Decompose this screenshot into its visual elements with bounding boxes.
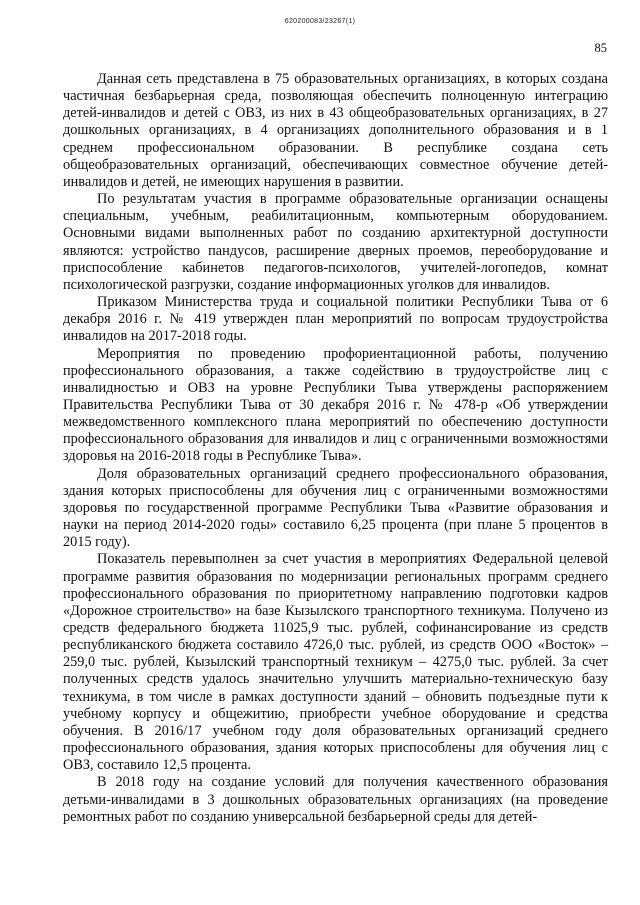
document-body xyxy=(63,71,608,826)
paragraph: Данная сеть представлена в 75 образовательных организациях, в которых создана частичная безбарьерная среда, позволяющая обеспечить полноценную интеграцию детей-инвалидов и детей с ОВЗ, из них в 43 общеобразовательных организациях, в 27 дошкольных организациях, в 4 организациях дополнительного образования и в 1 среднем профессиональном образовании. В республике создана сеть общеобразовательных организаций, обеспечивающих совместное обучение детей-инвалидов и детей, не имеющих нарушения в развитии. xyxy=(63,71,608,190)
paragraph: Показатель перевыполнен за счет участия в мероприятиях Федеральной целевой программе развития образования по модернизации региональных программ среднего профессионального образования по приоритетному направлению подготовки кадров «Дорожное строительство» на базе Кызылского транспортного техникума. Получено из средств федерального бюджета 11025,9 тыс. рублей, софинансирование из средств республиканского бюджета составило 4726,0 тыс. рублей, из средств ООО «Восток» – 259,0 тыс. рублей, Кызылский транспортный техникум – 4275,0 тыс. рублей. За счет полученных средств удалось значительно улучшить материально-техническую базу техникума, в том числе в рамках доступности зданий – обновить подъездные пути к учебному корпусу и общежитию, приобрести учебное оборудование и средства обучения. В 2016/17 учебном году доля образовательных организаций среднего профессионального образования, здания которых приспособлены для обучения лиц с ОВЗ, составило 12,5 процента. xyxy=(63,551,608,774)
paragraph: Приказом Министерства труда и социальной политики Республики Тыва от 6 декабря 2016 г. № 419 утвержден план мероприятий по вопросам трудоустройства инвалидов на 2017-2018 годы. xyxy=(63,294,608,345)
document-id: 620200083/23267(1) xyxy=(284,18,356,25)
paragraph: Доля образовательных организаций среднего профессионального образования, здания которых приспособлены для обучения лиц с ограниченными возможностями здоровья по государственной программе Республики Тыва «Развитие образования и науки на период 2014-2020 годы» составило 6,25 процента (при плане 5 процентов в 2015 году). xyxy=(63,465,608,551)
paragraph: В 2018 году на создание условий для получения качественного образования детьми-инвалидами в 3 дошкольных образовательных организациях (на проведение ремонтных работ по созданию универсальной безбарьерной среды для детей- xyxy=(63,774,608,825)
paragraph: Мероприятия по проведению профориентационной работы, получению профессионального образования, а также содействию в трудоустройстве лиц с инвалидностью и ОВЗ на уровне Республики Тыва утверждены распоряжением Правительства Республики Тыва от 30 декабря 2016 г. № 478-р «Об утверждении межведомственного комплексного плана мероприятий по обеспечению доступности профессионального образования для инвалидов и лиц с ограниченными возможностями здоровья на 2016-2018 годы в Республике Тыва». xyxy=(63,345,608,465)
page-number: 85 xyxy=(594,41,607,55)
paragraph: По результатам участия в программе образовательные организации оснащены специальным, учебным, реабилитационным, компьютерным оборудованием. Основными видами выполненных работ по созданию архитектурной доступности являются: устройство пандусов, расширение дверных проемов, переоборудование и приспособление кабинетов педагогов-психологов, учителей-логопедов, комнат психологической разгрузки, создание информационных уголков для инвалидов. xyxy=(63,191,608,293)
